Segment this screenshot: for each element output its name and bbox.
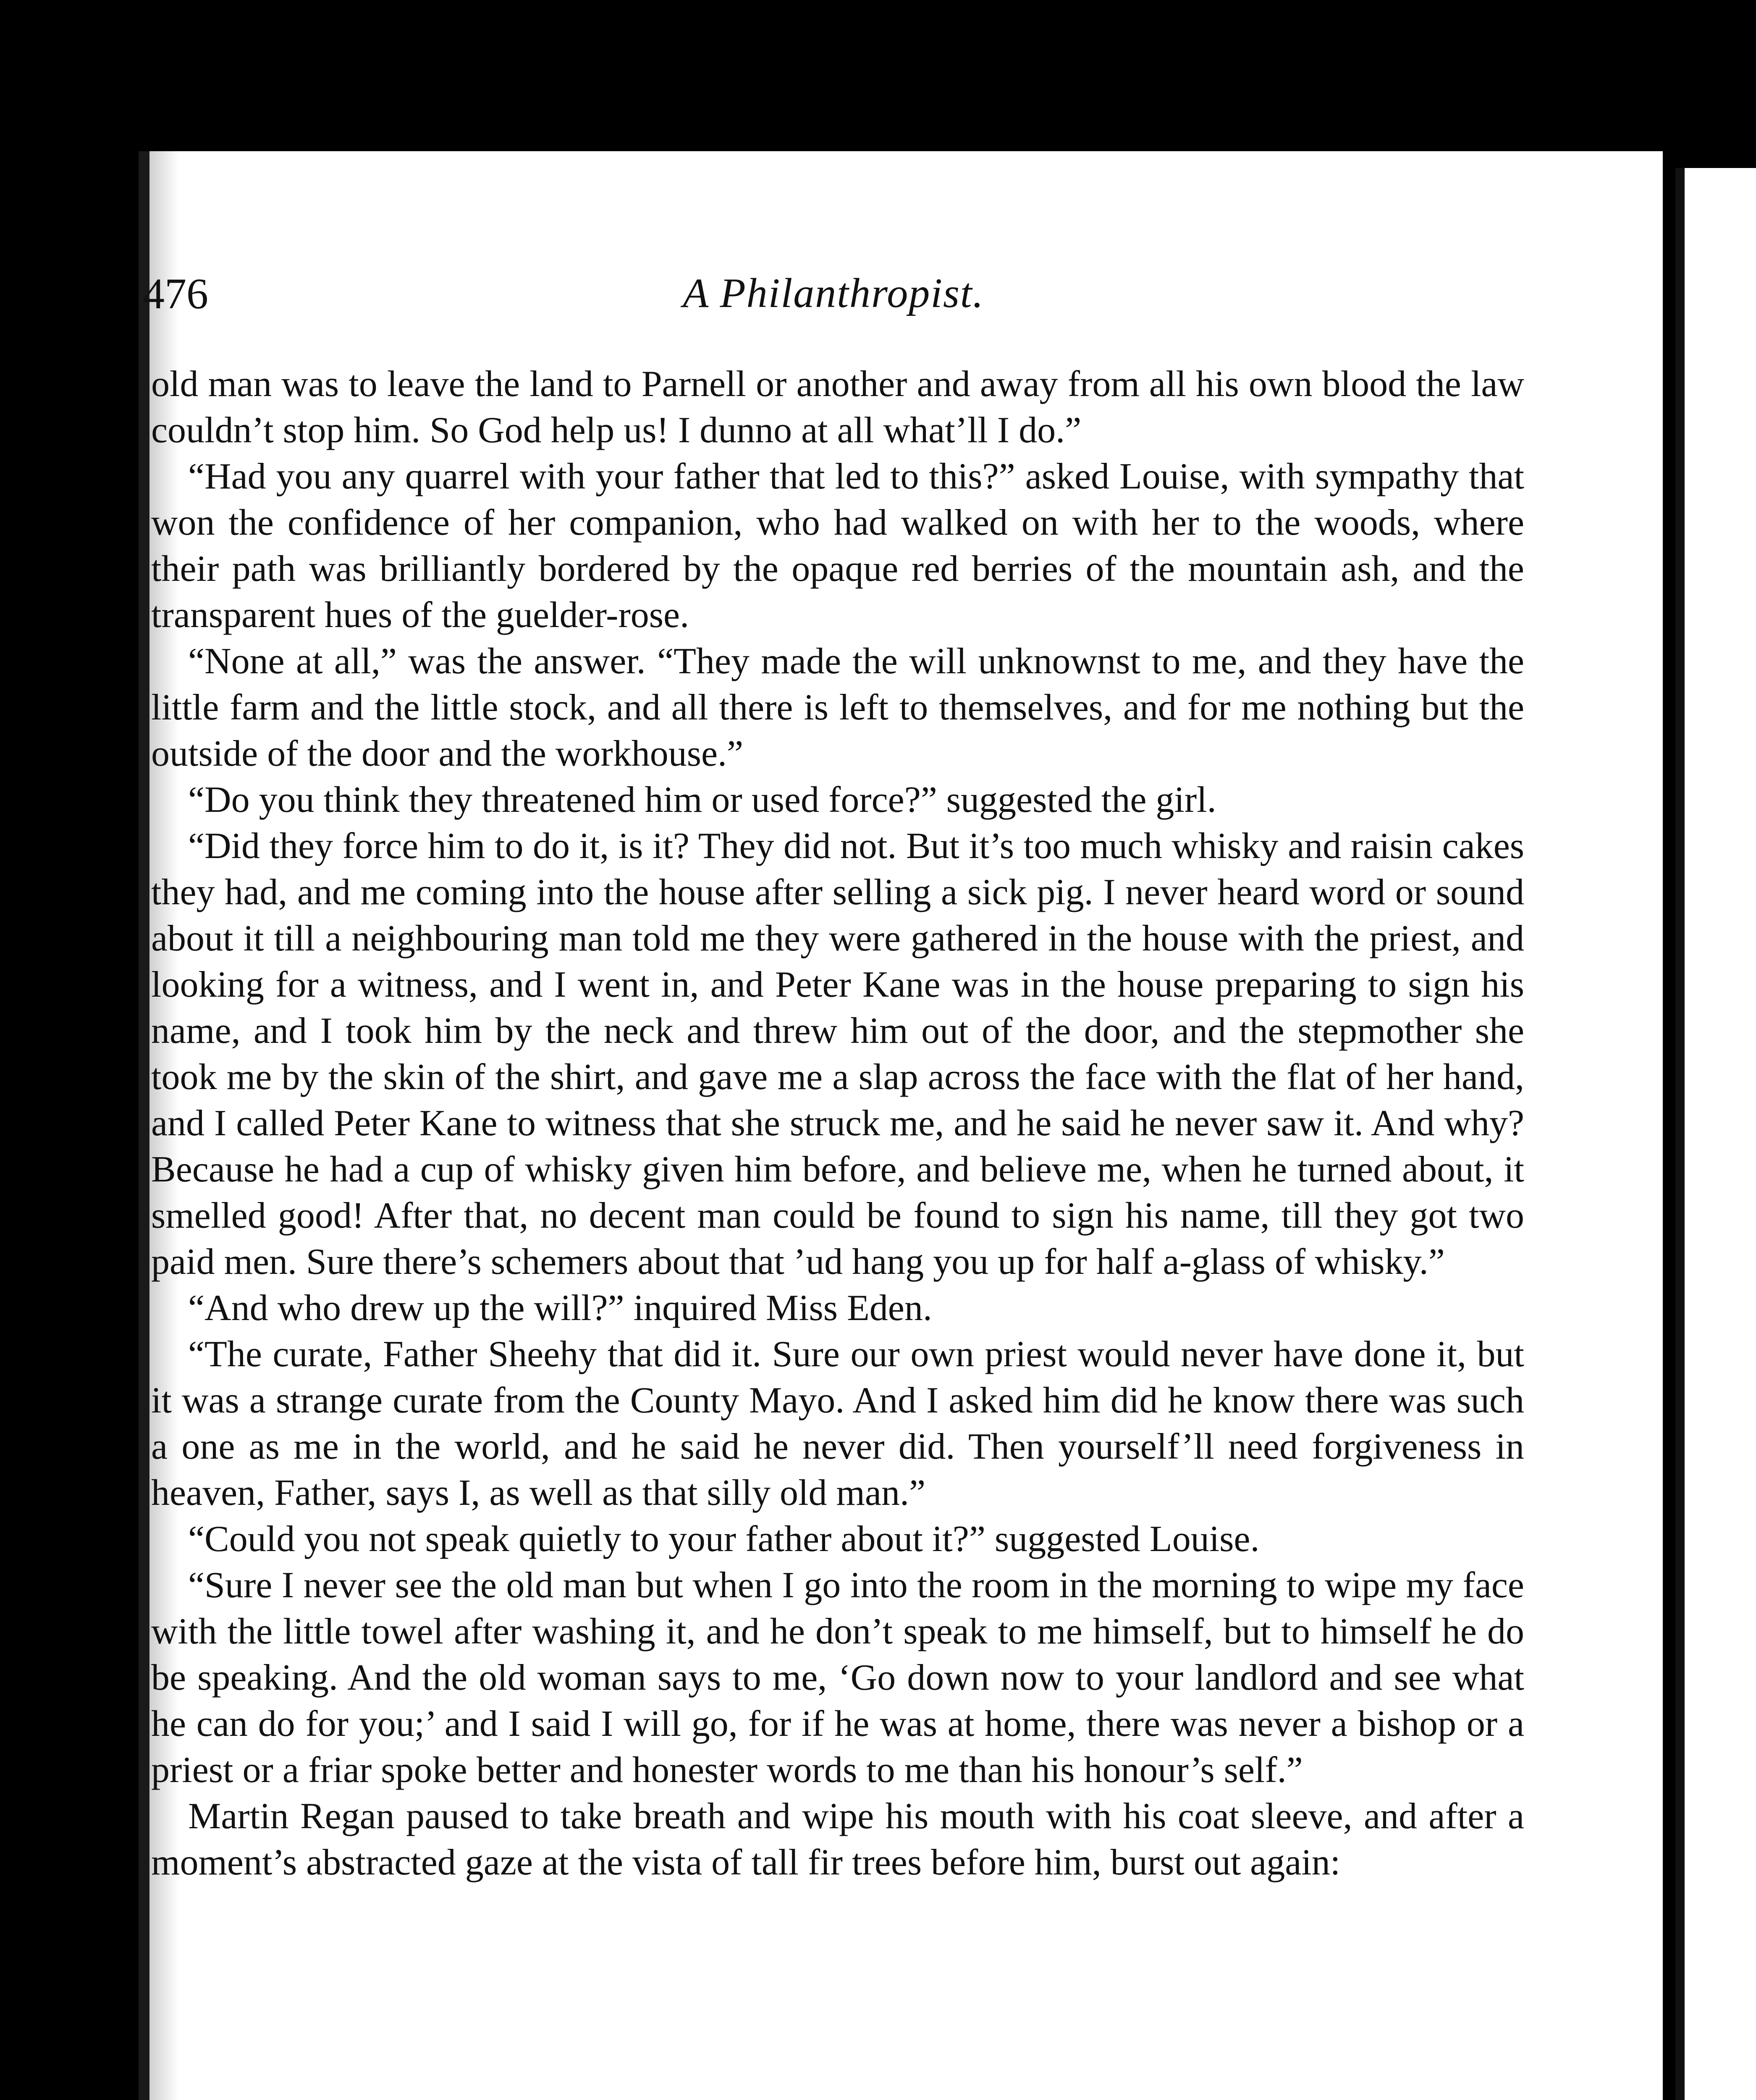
page-text xyxy=(151,361,1524,1886)
paragraph-4: “Do you think they threatened him or used force?” suggested the girl. xyxy=(188,780,1216,820)
page-title: A Philanthropist. xyxy=(683,270,984,316)
paragraph-1: old man was to leave the land to Parnell or another and away from all his own blood the law couldn’t stop him. So God help us! I dunno at all what’ll I do.” xyxy=(151,364,1524,451)
page-number: 476 xyxy=(143,270,208,318)
paragraph-8: “Could you not speak quietly to your father about it?” suggested Louise. xyxy=(188,1519,1260,1559)
paragraph-9: “Sure I never see the old man but when I go into the room in the morning to wipe my face with the little towel after washing it, and he don’t speak to me himself, but to himself he do be speaking. And the old woman says to me, ‘Go down now to your landlord and see what he can do for you;’ and I said I will go, for if he was at home, there was never a bishop or a priest or a friar spoke better and honester words to me than his honour’s self.” xyxy=(151,1565,1524,1790)
paragraph-2: “Had you any quarrel with your father that led to this?” asked Louise, with sympathy that won the confidence of her companion, who had walked on with her to the woods, where their path was brilliantly bordered by the opaque red berries of the mountain ash, and the transparent hues of the guelder-rose. xyxy=(151,456,1524,635)
paragraph-5: “Did they force him to do it, is it? They did not. But it’s too much whisky and raisin cakes they had, and me coming into the house after selling a sick pig. I never heard word or sound about it till a neighbouring man told me they were gathered in the house with the priest, and looking for a witness, and I went in, and Peter Kane was in the house preparing to sign his name, and I took him by the neck and threw him out of the door, and the stepmother she took me by the skin of the shirt, and gave me a slap across the face with the flat of her hand, and I called Peter Kane to witness that she struck me, and he said he never saw it. And why? Because he had a cup of whisky given him before, and believe me, when he turned about, it smelled good! After that, no decent man could be found to sign his name, till they got two paid men. Sure there’s schemers about that ’ud hang you up for half a-glass of whisky.” xyxy=(151,826,1524,1282)
paragraph-3: “None at all,” was the answer. “They made the will unknownst to me, and they have the little farm and the little stock, and all there is left to themselves, and for me nothing but the outside of the door and the workhouse.” xyxy=(151,641,1524,774)
next-page-edge xyxy=(1675,168,1756,2100)
running-head xyxy=(143,269,1524,328)
paragraph-10: Martin Regan paused to take breath and wipe his mouth with his coat sleeve, and after a moment’s abstracted gaze at the vista of tall fir trees before him, burst out again: xyxy=(151,1796,1524,1883)
paragraph-7: “The curate, Father Sheehy that did it. Sure our own priest would never have done it, but it was a strange curate from the County Mayo. And I asked him did he know there was such a one as me in the world, and he said he never did. Then yourself’ll need forgiveness in heaven, Father, says I, as well as that silly old man.” xyxy=(151,1334,1524,1513)
paragraph-6: “And who drew up the will?” inquired Miss Eden. xyxy=(188,1288,932,1328)
